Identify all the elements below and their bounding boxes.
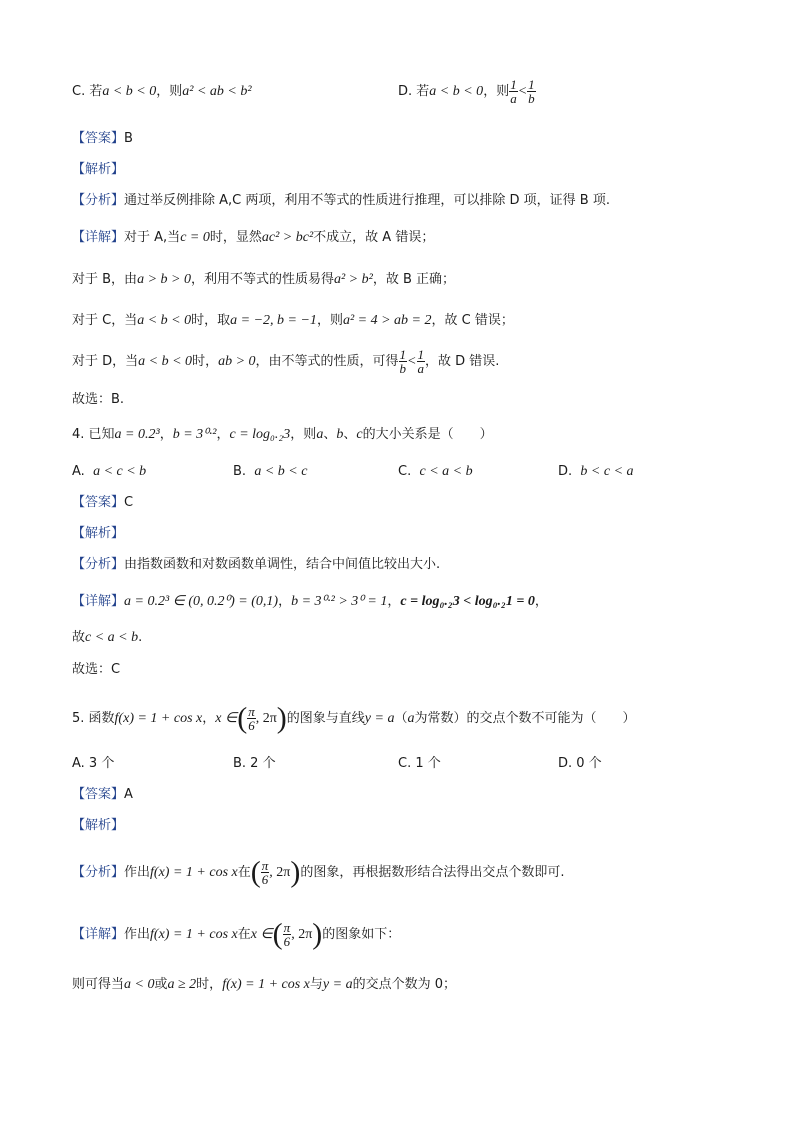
q4-conclusion: 故c < a < b.	[72, 630, 143, 645]
q5-detail: 【详解】作出f(x) = 1 + cos x在x ∈( $\frac{\pi}{6}$ , 2π)的图象如下：	[72, 917, 401, 951]
q5-last-line: 则可得当a < 0或a ≥ 2时，f(x) = 1 + cos x与y = a的交点个数为 0；	[72, 977, 456, 992]
q4-option-b: B. a < b < c	[233, 464, 308, 479]
q5-option-a: A. 3 个	[72, 756, 115, 771]
fraction-1-over-a: $\frac{1}{a}$	[510, 77, 517, 106]
right-paren: )	[276, 701, 287, 735]
q3-detail-line2: 对于 B，由a > b > 0，利用不等式的性质易得a² > b²，故 B 正确；	[72, 272, 456, 287]
q3-option-c	[72, 82, 252, 102]
q4-detail: 【详解】a = 0.2³ ∈ (0, 0.2⁰) = (0,1)，b = 3⁰·² > 3⁰ = 1，c = log₀.₂3 < log₀.₂1 = 0，	[72, 594, 548, 609]
fraction-1-over-a: $\frac{1}{a}$	[417, 347, 424, 376]
q5-jiexi: 【解析】	[72, 818, 125, 833]
right-paren: )	[290, 855, 301, 889]
q5-option-b: B. 2 个	[233, 756, 276, 771]
q3-detail-line1: 【详解】对于 A,当c = 0时，显然ac² > bc²不成立，故 A 错误；	[72, 230, 435, 245]
q4-option-a: A. a < c < b	[72, 464, 147, 479]
q3-fenxi: 【分析】通过举反例排除 A,C 两项，利用不等式的性质进行推理，可以排除 D 项，证得 B 项.	[72, 193, 610, 208]
fraction-pi-over-6: $\frac{\pi}{6}$	[248, 704, 255, 733]
less-than: <	[517, 84, 528, 99]
fraction-pi-over-6: $\frac{\pi}{6}$	[283, 920, 291, 949]
left-paren: (	[250, 855, 261, 889]
option-c-then: ，则	[156, 84, 183, 99]
q5-option-c: C. 1 个	[398, 756, 441, 771]
q3-jiexi: 【解析】	[72, 162, 125, 177]
q4-answer: 【答案】C	[72, 495, 134, 510]
q3-option-d	[398, 76, 536, 108]
option-d-cond: a < b < 0	[429, 84, 484, 99]
option-d-prefix: D. 若	[398, 84, 430, 99]
q5-stem: 5. 函数f(x) = 1 + cos x，x ∈( $\frac{\pi}{6}$ , 2π)的图象与直线y = a（a为常数）的交点个数不可能为（ ）	[72, 701, 636, 735]
q5-answer: 【答案】A	[72, 787, 133, 802]
q4-option-c: C. c < a < b	[398, 464, 473, 479]
left-paren: (	[237, 701, 248, 735]
fraction-pi-over-6: $\frac{\pi}{6}$	[261, 858, 269, 887]
option-c-cond: a < b < 0	[102, 84, 157, 99]
fraction-1-over-b: $\frac{1}{b}$	[528, 77, 535, 106]
left-paren: (	[272, 917, 283, 951]
q4-jiexi: 【解析】	[72, 526, 125, 541]
q5-option-d: D. 0 个	[558, 756, 602, 771]
q4-fenxi: 【分析】由指数函数和对数函数单调性，结合中间值比较出大小.	[72, 557, 441, 572]
fraction-1-over-b: $\frac{1}{b}$	[399, 347, 407, 376]
option-c-prefix: C. 若	[72, 84, 103, 99]
option-d-then: ，则	[483, 84, 510, 99]
q3-detail-line4: 对于 D，当a < b < 0时，ab > 0，由不等式的性质，可得 $\frac{1}{b}$ < $\frac{1}{a}$ ，故 D 错误.	[72, 347, 500, 376]
q3-answer: 【答案】B	[72, 131, 133, 146]
q4-option-d: D. b < c < a	[558, 464, 634, 479]
q4-stem: 4. 已知a = 0.2³，b = 3⁰·²，c = log₀.₂3，则a、b、c的大小关系是（ ）	[72, 427, 493, 442]
q3-choice: 故选：B.	[72, 392, 125, 407]
q4-choice: 故选：C	[72, 662, 121, 677]
q5-fenxi: 【分析】作出f(x) = 1 + cos x在( $\frac{\pi}{6}$ , 2π)的图象，再根据数形结合法得出交点个数即可.	[72, 855, 565, 889]
right-paren: )	[312, 917, 323, 951]
q3-detail-line3: 对于 C，当a < b < 0时，取a = −2, b = −1，则a² = 4 > ab = 2，故 C 错误；	[72, 313, 514, 328]
option-c-claim: a² < ab < b²	[182, 84, 252, 99]
